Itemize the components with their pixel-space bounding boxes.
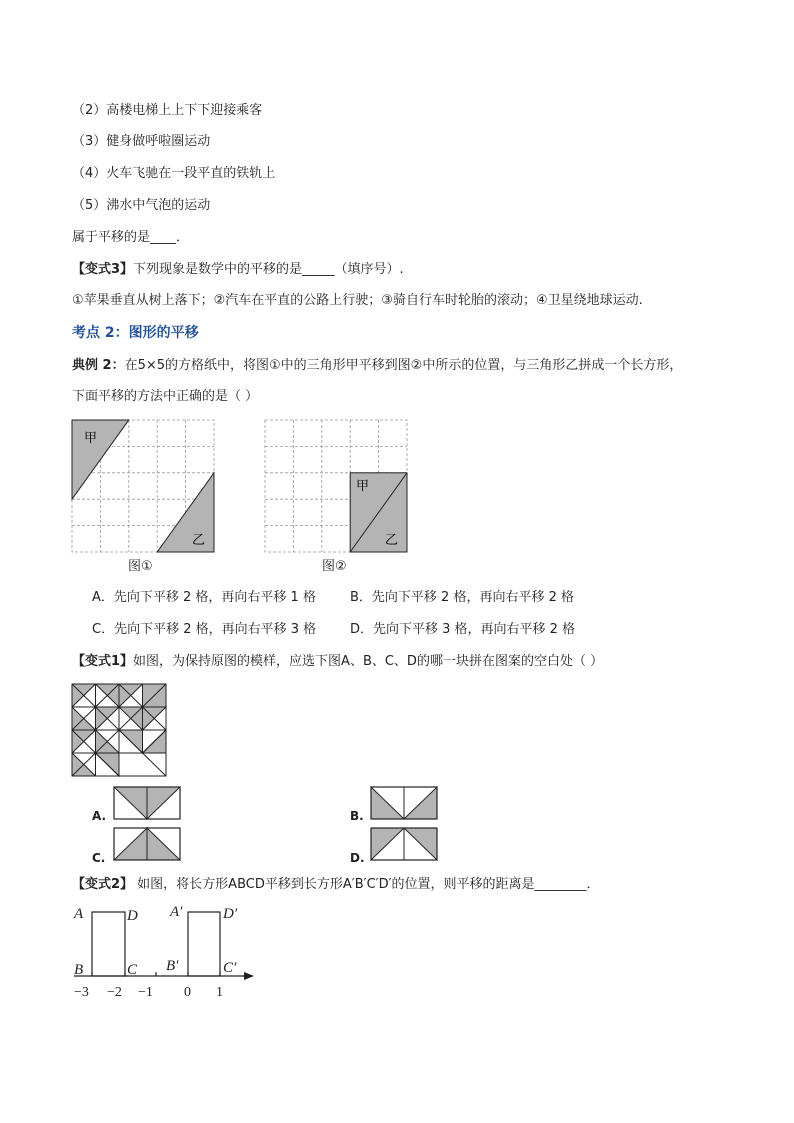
- tick-label-minus3: −3: [74, 985, 89, 1000]
- example2-question-line2: 下面平移的方法中正确的是（ ）: [72, 389, 259, 404]
- rectangle-abcd: [92, 912, 125, 976]
- variant1-pattern: [72, 684, 166, 776]
- variant2-text: 如图，将长方形ABCD平移到长方形A′B′C′D′的位置，则平移的距离是________．: [133, 877, 600, 892]
- label-jia: 甲: [84, 430, 98, 445]
- section-title: 考点 2：图形的平移: [72, 325, 199, 341]
- variant1-option-c[interactable]: [114, 828, 180, 860]
- answer-line: 属于平移的是____．: [72, 230, 190, 245]
- variant1-option-b-label: B.: [350, 809, 364, 823]
- variant1-option-c-label: C.: [92, 851, 106, 865]
- variant2-tag: 【变式2】: [72, 877, 134, 892]
- variant2-question: [72, 876, 600, 894]
- label-A-prime: A′: [170, 904, 183, 920]
- variant3-items: ①苹果垂直从树上落下；②汽车在平直的公路上行驶；③骑自行车时轮胎的滚动；④卫星绕地球运动.: [72, 293, 643, 308]
- variant1-question: [72, 653, 603, 671]
- example2-option-d: D．先向下平移 3 格，再向右平移 2 格: [350, 622, 576, 637]
- label-D-prime: D′: [223, 906, 238, 922]
- tick-label-0: 0: [184, 985, 191, 1000]
- example2-option-c: C．先向下平移 2 格，再向右平移 3 格: [92, 622, 317, 637]
- triangle-yi: [157, 473, 214, 552]
- variant1-option-d-label: D.: [350, 851, 365, 865]
- label-D: D: [127, 908, 138, 924]
- variant2-number-line-figure: [70, 900, 260, 1000]
- figure-2-caption: 图②: [322, 559, 347, 574]
- example2-text1: 在5×5的方格纸中，将图①中的三角形甲平移到图②中所示的位置，与三角形乙拼成一个长方形，: [124, 358, 683, 373]
- variant1-option-b[interactable]: [371, 787, 437, 819]
- number-line-arrow: [244, 972, 254, 980]
- example2-tag: 典例 2：: [72, 358, 125, 373]
- figure-2-grid: [265, 420, 407, 552]
- example2-question-line1: [72, 357, 682, 375]
- list-item-5: （5）沸水中气泡的运动: [72, 198, 211, 213]
- example2-option-b: B．先向下平移 2 格，再向右平移 2 格: [350, 590, 574, 605]
- variant1-tag: 【变式1】: [72, 654, 134, 669]
- label-A: A: [74, 906, 84, 922]
- variant1-option-d[interactable]: [371, 828, 437, 860]
- figure-1-grid: [72, 420, 214, 552]
- variant3-tag: 【变式3】: [72, 262, 134, 277]
- example2-option-a: A．先向下平移 2 格，再向右平移 1 格: [92, 590, 316, 605]
- variant3-text: 下列现象是数学中的平移的是_____（填序号）.: [133, 262, 404, 277]
- variant1-option-a[interactable]: [114, 787, 180, 819]
- label-yi-2: 乙: [385, 532, 399, 547]
- variant1-option-a-label: A.: [92, 809, 107, 823]
- label-C-prime: C′: [223, 960, 237, 976]
- list-item-3: （3）健身做呼啦圈运动: [72, 134, 211, 149]
- tick-label-minus2: −2: [107, 985, 122, 1000]
- tick-label-1: 1: [216, 985, 223, 1000]
- label-jia-2: 甲: [356, 478, 370, 493]
- variant3-question: [72, 261, 404, 279]
- label-C: C: [127, 962, 138, 978]
- label-yi: 乙: [192, 532, 206, 547]
- label-B: B: [74, 962, 84, 978]
- rectangle-a1b1c1d1: [188, 912, 220, 976]
- tick-label-minus1: −1: [138, 985, 153, 1000]
- list-item-4: （4）火车飞驰在一段平直的铁轨上: [72, 166, 276, 181]
- label-B-prime: B′: [166, 958, 179, 974]
- list-item-2: （2）高楼电梯上上下下迎接乘客: [72, 103, 263, 118]
- variant1-text: 如图，为保持原图的模样，应选下图A、B、C、D的哪一块拼在图案的空白处（ ）: [133, 654, 604, 669]
- figure-1-caption: 图①: [128, 559, 153, 574]
